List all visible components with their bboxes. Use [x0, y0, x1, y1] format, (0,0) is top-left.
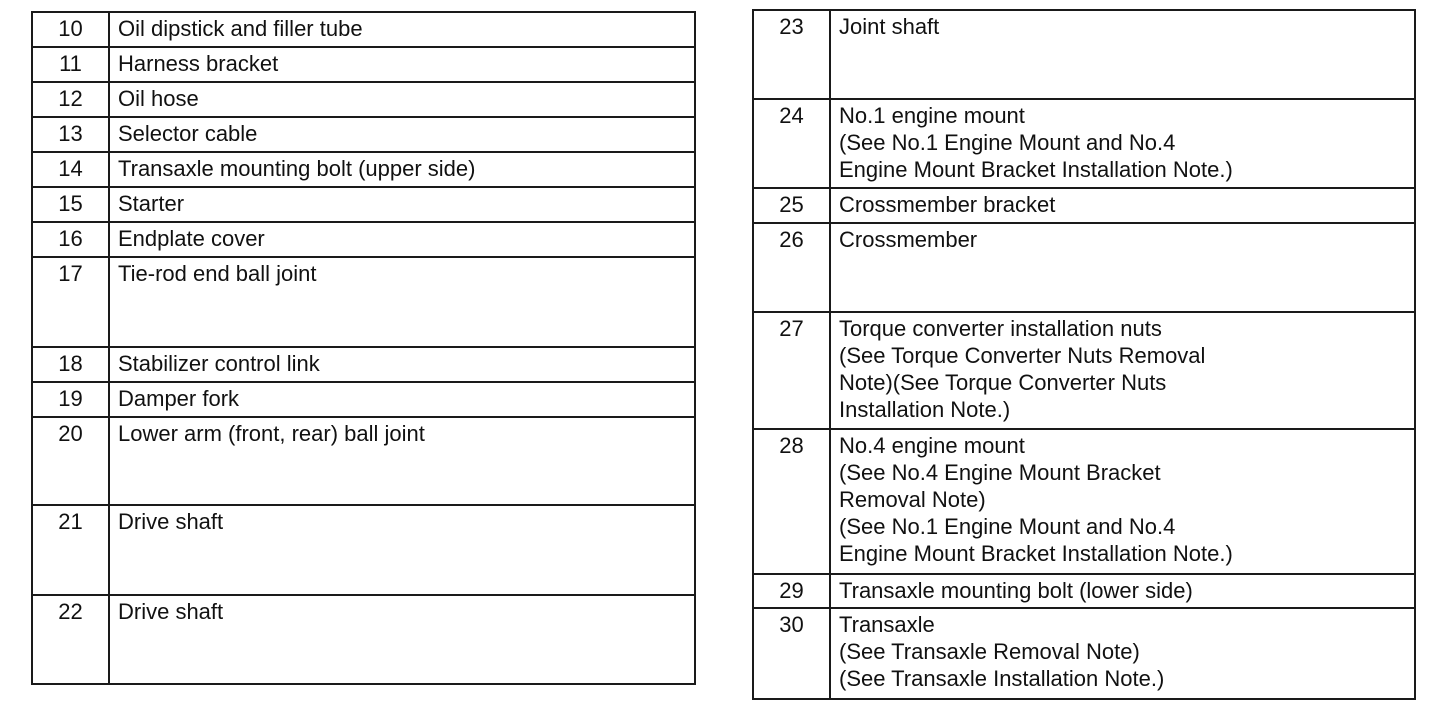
part-description — [109, 12, 695, 47]
description-line: Transaxle mounting bolt (upper side) — [118, 156, 476, 181]
table-row — [32, 47, 695, 82]
part-number: 21 — [32, 505, 109, 595]
table-row — [32, 382, 695, 417]
table-row — [753, 429, 1415, 574]
table-row — [753, 188, 1415, 223]
part-number: 29 — [753, 574, 830, 608]
table-row — [753, 99, 1415, 188]
part-description — [109, 595, 695, 684]
table-row — [32, 595, 695, 684]
parts-table-left — [31, 11, 696, 685]
part-number: 24 — [753, 99, 830, 188]
table-row — [32, 117, 695, 152]
part-number: 28 — [753, 429, 830, 574]
description-line: No.4 engine mount — [839, 433, 1025, 458]
description-line: Drive shaft — [118, 599, 224, 624]
part-number: 20 — [32, 417, 109, 505]
part-description — [109, 417, 695, 505]
description-line: Transaxle mounting bolt (lower side) — [839, 578, 1193, 603]
description-line: (See Transaxle Installation Note.) — [839, 666, 1165, 691]
part-number: 30 — [753, 608, 830, 699]
part-description — [830, 574, 1415, 608]
part-description — [109, 187, 695, 222]
description-line: Removal Note) — [839, 487, 986, 512]
description-line: Drive shaft — [118, 509, 224, 534]
description-line: (See Transaxle Removal Note) — [839, 639, 1140, 664]
parts-table-right — [752, 9, 1416, 700]
table-row — [32, 222, 695, 257]
part-description — [109, 505, 695, 595]
part-number: 17 — [32, 257, 109, 347]
table-row — [753, 312, 1415, 429]
table-row — [32, 505, 695, 595]
part-description — [830, 312, 1415, 429]
description-line: Installation Note.) — [839, 397, 1011, 422]
table-row — [753, 574, 1415, 608]
part-number: 27 — [753, 312, 830, 429]
description-line: Engine Mount Bracket Installation Note.) — [839, 541, 1233, 566]
part-number: 18 — [32, 347, 109, 382]
description-line: Note)(See Torque Converter Nuts — [839, 370, 1167, 395]
parts-table-right-body — [753, 10, 1415, 699]
description-line: Harness bracket — [118, 51, 279, 76]
description-line: Selector cable — [118, 121, 258, 146]
description-line: Oil dipstick and filler tube — [118, 16, 363, 41]
table-row — [32, 152, 695, 187]
description-line: Damper fork — [118, 386, 240, 411]
description-line: Oil hose — [118, 86, 199, 111]
description-line: Tie-rod end ball joint — [118, 261, 317, 286]
description-line: Engine Mount Bracket Installation Note.) — [839, 157, 1233, 182]
description-line: Joint shaft — [839, 14, 940, 39]
description-line: Crossmember bracket — [839, 192, 1056, 217]
table-row — [32, 187, 695, 222]
part-number: 10 — [32, 12, 109, 47]
part-description — [109, 82, 695, 117]
part-description — [109, 382, 695, 417]
description-line: Crossmember — [839, 227, 978, 252]
part-number: 26 — [753, 223, 830, 312]
part-number: 25 — [753, 188, 830, 223]
table-row — [753, 608, 1415, 699]
description-line: (See No.1 Engine Mount and No.4 — [839, 130, 1176, 155]
part-number: 19 — [32, 382, 109, 417]
table-row — [753, 223, 1415, 312]
table-row — [32, 257, 695, 347]
description-line: (See Torque Converter Nuts Removal — [839, 343, 1206, 368]
part-description — [109, 152, 695, 187]
part-description — [830, 429, 1415, 574]
description-line: (See No.1 Engine Mount and No.4 — [839, 514, 1176, 539]
description-line: Lower arm (front, rear) ball joint — [118, 421, 425, 446]
part-number: 22 — [32, 595, 109, 684]
part-number: 23 — [753, 10, 830, 99]
description-line: Stabilizer control link — [118, 351, 320, 376]
description-line: No.1 engine mount — [839, 103, 1025, 128]
part-number: 14 — [32, 152, 109, 187]
table-row — [32, 12, 695, 47]
part-number: 12 — [32, 82, 109, 117]
parts-table-left-body — [32, 12, 695, 684]
part-number: 13 — [32, 117, 109, 152]
part-description — [109, 257, 695, 347]
description-line: Transaxle — [839, 612, 935, 637]
description-line: Torque converter installation nuts — [839, 316, 1162, 341]
description-line: Endplate cover — [118, 226, 265, 251]
part-description — [109, 222, 695, 257]
part-description — [830, 188, 1415, 223]
part-description — [109, 47, 695, 82]
part-description — [109, 117, 695, 152]
part-number: 15 — [32, 187, 109, 222]
table-row — [753, 10, 1415, 99]
table-row — [32, 82, 695, 117]
description-line: (See No.4 Engine Mount Bracket — [839, 460, 1161, 485]
description-line: Starter — [118, 191, 185, 216]
part-description — [830, 99, 1415, 188]
part-description — [830, 223, 1415, 312]
table-row — [32, 417, 695, 505]
part-description — [830, 10, 1415, 99]
part-number: 16 — [32, 222, 109, 257]
part-number: 11 — [32, 47, 109, 82]
part-description — [109, 347, 695, 382]
table-row — [32, 347, 695, 382]
part-description — [830, 608, 1415, 699]
